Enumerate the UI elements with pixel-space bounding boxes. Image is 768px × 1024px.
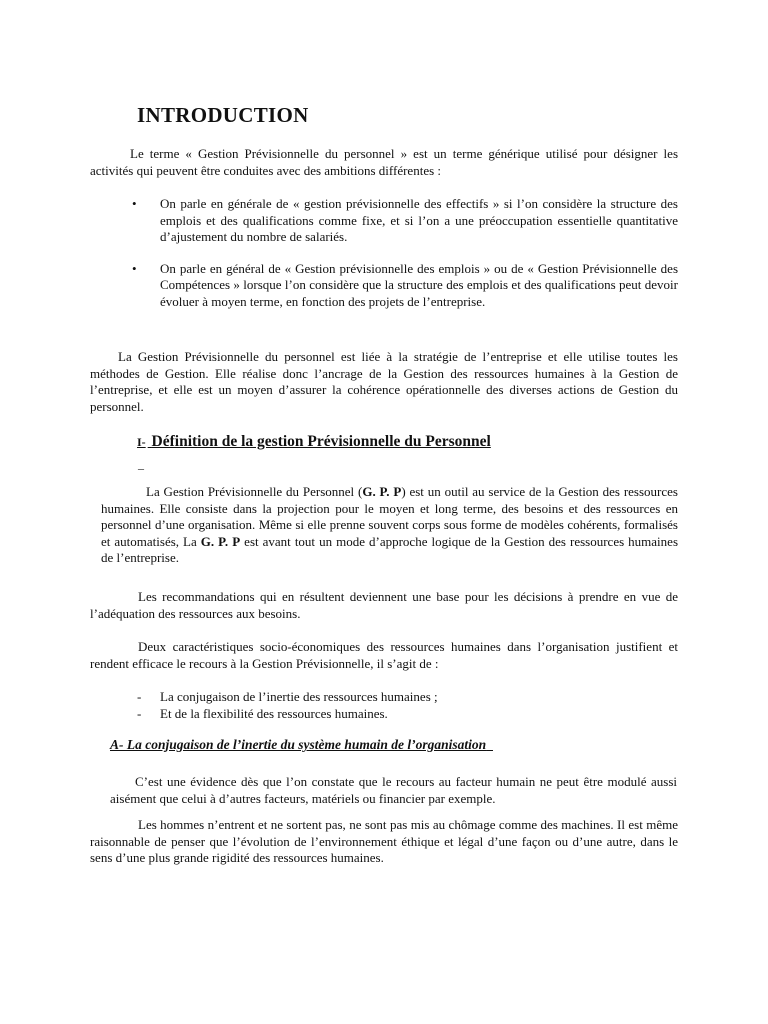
dash-item (137, 689, 677, 706)
dash-item (137, 706, 677, 723)
heading-underscore: _ (138, 457, 144, 471)
paragraph-definition (101, 484, 678, 567)
dash-marker: - (137, 705, 142, 721)
subsection-heading-a (110, 736, 493, 754)
dash-list (137, 689, 677, 722)
dash-marker: - (137, 689, 142, 704)
page-title: INTRODUCTION (137, 103, 309, 127)
bullet-text: On parle en générale de « gestion prévisionnelle des effectifs » si l’on considère la structure des emplois et des qualifications comme fixe, et si l’on a une préoccupation essentielle quantitative d’ajustement du nombre de salariés. (160, 196, 678, 244)
paragraph-evidence: C’est une évidence dès que l’on constate que le recours au facteur humain ne peut être modulé aussi aisément que celui à d’autres facteurs, matériels ou financier par exemple. (110, 774, 677, 806)
abbreviation-gpp: G. P. P (362, 484, 402, 499)
text-run: est avant tout un mode d’approche logique de la Gestion des ressources humaines de l’entreprise. (101, 533, 678, 565)
dash-text: Et de la flexibilité des ressources humaines. (160, 705, 388, 721)
bullet-list (130, 196, 678, 325)
paragraph-characteristics: Deux caractéristiques socio-économiques des ressources humaines dans l’organisation justifient et rendent efficace le recours à la Gestion Prévisionnelle, il s’agit de : (90, 639, 678, 671)
bullet-text: On parle en général de « Gestion prévisionnelle des emplois » ou de « Gestion Prévisionnelle des Compétences » lorsque l’on considère que la structure des emplois et des qualifications peut devoir évoluer à moyen terme, en fonction des projets de l’entreprise. (160, 260, 678, 309)
paragraph-rigidity: Les hommes n’entrent et ne sortent pas, ne sont pas mis au chômage comme des machines. Il est même raisonnable de penser que l’évolution de l’environnement éthique et légal d’une façon ou d’une autre, dans le sens d’une plus grande rigidité des ressources humaines. (90, 817, 678, 865)
dash-text: La conjugaison de l’inertie des ressources humaines ; (160, 689, 438, 704)
section-heading-text: Définition de la gestion Prévisionnelle du Personnel (151, 433, 491, 450)
bullet-item (130, 196, 678, 246)
intro-paragraph: Le terme « Gestion Prévisionnelle du personnel » est un terme générique utilisé pour désigner les activités qui peuvent être conduites avec des ambitions différentes : (90, 146, 678, 178)
subsection-heading-text: A- La conjugaison de l’inertie du système humain de l’organisation (110, 737, 487, 752)
text-run: ) est un outil au service de la Gestion des ressources humaines. Elle consiste dans la projection pour le moyen et long terme, des besoins et des ressources en personnel d’une organisation. Même si elle prenne souvent corps sous forme de modèles cohérents, formalisés et automatisés, La (101, 484, 678, 549)
section-number: I- (137, 435, 146, 449)
bullet-icon: • (132, 196, 137, 211)
abbreviation-gpp: G. P. P (200, 533, 241, 549)
paragraph-recommendations: Les recommandations qui en résultent deviennent une base pour les décisions à prendre en vue de l’adéquation des ressources aux besoins. (90, 589, 678, 621)
bullet-item (130, 261, 678, 311)
bullet-icon: • (132, 260, 137, 276)
section-heading-definition (137, 432, 491, 452)
paragraph-strategy: La Gestion Prévisionnelle du personnel est liée à la stratégie de l’entreprise et elle utilise toutes les méthodes de Gestion. Elle réalise donc l’ancrage de la Gestion des ressources humaines à la Gestion de l’entreprise, et elle est un moyen d’assurer la cohérence opérationnelle des diverses actions de Gestion du personnel. (90, 349, 678, 414)
text-run: La Gestion Prévisionnelle du Personnel ( (146, 484, 363, 499)
